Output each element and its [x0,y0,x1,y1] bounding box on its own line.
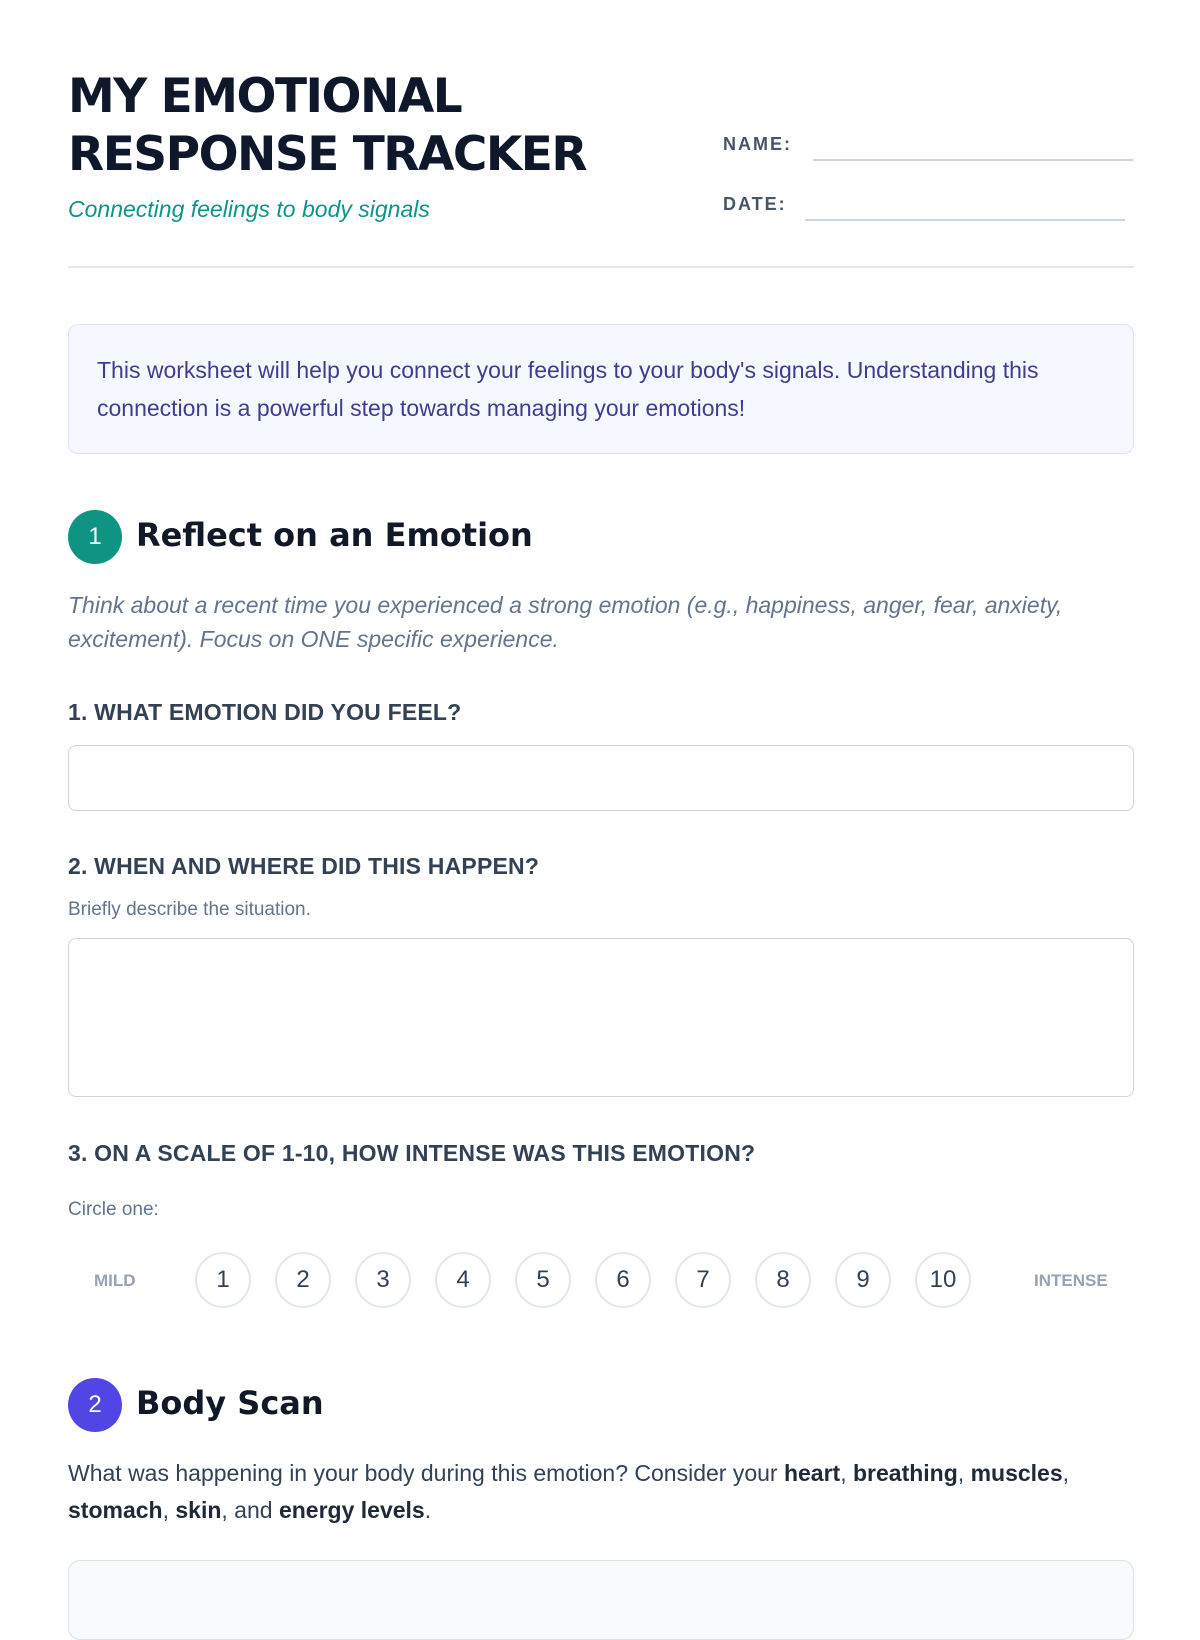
title-line-2: RESPONSE TRACKER [68,127,587,182]
scale-option-2[interactable]: 2 [275,1252,331,1308]
body-term: skin [175,1497,222,1523]
intro-callout: This worksheet will help you connect your feelings to your body's signals. Understanding this connection is a powerful step towards managing your emotions! [68,324,1134,454]
name-line[interactable] [813,159,1133,161]
body-term: heart [783,1460,841,1486]
body-term: breathing [853,1460,958,1486]
body-scan-lead-text: What was happening in your body during this emotion? Consider your [68,1460,784,1486]
section-1-number-badge: 1 [68,510,122,564]
scale-option-6[interactable]: 6 [595,1252,651,1308]
emotion-input[interactable] [68,745,1134,811]
scale-option-5[interactable]: 5 [515,1252,571,1308]
scale-mild-label: MILD [94,1271,136,1290]
scale-option-4[interactable]: 4 [435,1252,491,1308]
body-term: stomach [68,1497,163,1523]
page-title [68,68,688,184]
scale-option-7[interactable]: 7 [675,1252,731,1308]
section-1-title: Reflect on an Emotion [136,516,533,554]
date-label: DATE: [723,194,787,214]
body-scan-description: What was happening in your body during this emotion? Consider your heart, breathing, muscles, stomach, skin, and energy levels. [68,1460,1070,1523]
section-2-number-badge: 2 [68,1378,122,1432]
scale-option-9[interactable]: 9 [835,1252,891,1308]
scale-option-8[interactable]: 8 [755,1252,811,1308]
question-3-hint: Circle one: [68,1199,159,1220]
question-2-label: 2. WHEN AND WHERE DID THIS HAPPEN? [68,853,540,879]
section-2-title: Body Scan [136,1384,324,1422]
scale-intense-label: INTENSE [1034,1271,1108,1290]
question-3-label: 3. ON A SCALE OF 1-10, HOW INTENSE WAS THIS EMOTION? [68,1140,756,1166]
body-scan-answer-box[interactable] [68,1560,1134,1640]
scale-option-3[interactable]: 3 [355,1252,411,1308]
date-line[interactable] [805,219,1125,221]
page-subtitle: Connecting feelings to body signals [68,196,430,222]
scale-option-10[interactable]: 10 [915,1252,971,1308]
situation-textarea[interactable] [68,938,1134,1097]
body-term: energy levels [278,1497,425,1523]
section-1-description: Think about a recent time you experienced a strong emotion (e.g., happiness, anger, fear, anxiety, excitement). Focus on ONE specific experience. [68,592,1063,652]
header-divider [68,266,1134,268]
title-line-1: MY EMOTIONAL [68,69,462,124]
question-1-label: 1. WHAT EMOTION DID YOU FEEL? [68,699,462,725]
body-term: muscles [970,1460,1063,1486]
intensity-scale [68,1252,1134,1312]
worksheet-header [68,68,1134,268]
worksheet-page [68,0,1134,1600]
name-label: NAME: [723,134,792,154]
question-2-hint: Briefly describe the situation. [68,899,311,920]
scale-option-1[interactable]: 1 [195,1252,251,1308]
